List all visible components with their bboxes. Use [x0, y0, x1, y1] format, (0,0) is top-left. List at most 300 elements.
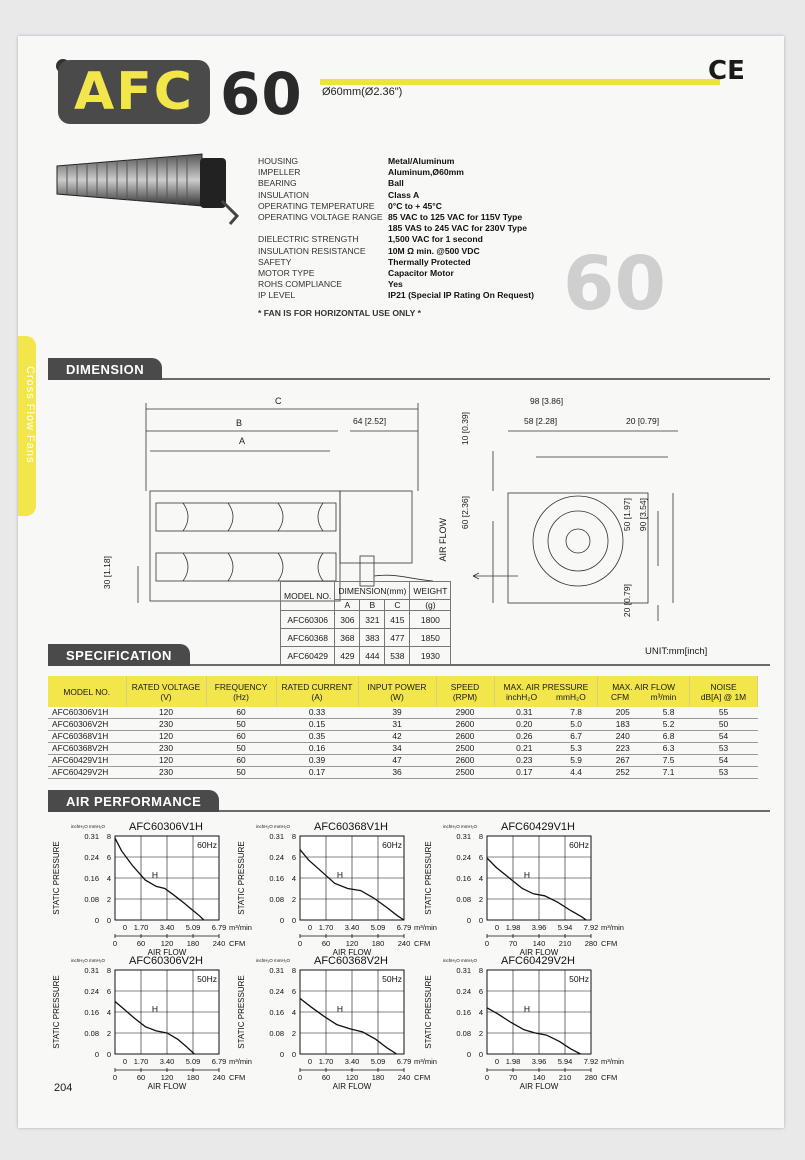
x-top-unit: m³/min — [229, 1057, 252, 1066]
spec-th: RATED VOLTAGE (V) — [126, 676, 206, 707]
spec-cell: 2900 — [436, 707, 494, 719]
spec-cell: 2600 — [436, 755, 494, 767]
chart-title: AFC60306V2H — [129, 955, 203, 967]
frequency-label: 50Hz — [197, 974, 217, 984]
spec-cell: 42 — [358, 731, 436, 743]
y-units: inchH₂O mmH₂O — [443, 958, 477, 963]
airflow-label: AIR FLOW — [438, 518, 448, 562]
y-tick-left: 0 — [279, 916, 284, 925]
x-tick-bottom: 210 — [558, 1073, 572, 1082]
dim-head-weight: WEIGHT — [410, 582, 451, 600]
spec-cell: 7.5 — [648, 755, 690, 767]
y-tick-left: 0 — [466, 1050, 471, 1059]
x-top-unit: m³/min — [414, 1057, 437, 1066]
y-tick-right: 8 — [478, 966, 483, 975]
dim-c: C — [275, 396, 282, 406]
y-tick-left: 0.08 — [456, 1029, 471, 1038]
spec-note: * FAN IS FOR HORIZONTAL USE ONLY * — [258, 308, 421, 318]
x-tick-top: 5.09 — [370, 923, 386, 932]
spec-cell: 50 — [690, 719, 758, 731]
spec-list — [258, 156, 534, 302]
spec-label: INSULATION RESISTANCE — [258, 245, 366, 256]
spec-value: 1,500 VAC for 1 second — [388, 234, 483, 245]
spec-label: BEARING — [258, 178, 297, 189]
spec-cell: 50 — [206, 743, 276, 755]
spec-value: Ball — [388, 178, 404, 189]
spec-cell: 120 — [126, 755, 206, 767]
air-performance-chart — [52, 821, 252, 957]
y-tick-right: 4 — [478, 1008, 483, 1017]
y-tick-right: 2 — [291, 895, 296, 904]
dim-cell: 321 — [360, 611, 385, 629]
y-tick-right: 0 — [106, 1050, 111, 1059]
x-tick-top: 1.70 — [318, 923, 334, 932]
spec-cell: 60 — [206, 731, 276, 743]
spec-cell: AFC60368V2H — [48, 743, 126, 755]
x-top-unit: m³/min — [414, 923, 437, 932]
y-tick-left: 0 — [279, 1050, 284, 1059]
y-axis-label: STATIC PRESSURE — [237, 975, 246, 1049]
spec-cell: 0.26 — [494, 731, 555, 743]
y-tick-right: 4 — [291, 1008, 296, 1017]
y-tick-right: 4 — [106, 874, 111, 883]
spec-th: INPUT POWER (W) — [358, 676, 436, 707]
spec-row — [258, 156, 534, 167]
x-tick-bottom: 0 — [484, 1073, 490, 1082]
dim-cell: 538 — [385, 647, 410, 665]
x-tick-top: 1.98 — [505, 1057, 521, 1066]
spec-cell: 6.8 — [648, 731, 690, 743]
x-tick-top: 3.40 — [344, 923, 360, 932]
y-units: inchH₂O mmH₂O — [256, 958, 290, 963]
y-tick-left: 0.31 — [84, 832, 99, 841]
curve-label: H — [151, 870, 159, 880]
y-tick-left: 0.08 — [84, 895, 99, 904]
air-performance-chart — [237, 955, 437, 1091]
spec-cell: 54 — [690, 755, 758, 767]
x-axis-label: AIR FLOW — [519, 948, 559, 957]
x-bottom-unit: CFM — [229, 939, 246, 948]
x-tick-bottom: 0 — [484, 939, 490, 948]
x-tick-bottom: 240 — [397, 939, 411, 948]
y-tick-right: 4 — [106, 1008, 111, 1017]
y-tick-left: 0.31 — [269, 966, 284, 975]
y-tick-left: 0.24 — [456, 987, 471, 996]
spec-cell: AFC60429V1H — [48, 755, 126, 767]
x-tick-bottom: 240 — [397, 1073, 411, 1082]
dim-head-dimension: DIMENSION(mm) — [335, 582, 410, 600]
x-axis-label: AIR FLOW — [332, 948, 372, 957]
spec-sub: CFM — [611, 691, 630, 702]
spec-cell: 223 — [598, 743, 648, 755]
y-tick-right: 0 — [478, 916, 483, 925]
spec-row — [258, 167, 534, 178]
catalog-page — [18, 36, 784, 1128]
y-tick-right: 2 — [291, 1029, 296, 1038]
spec-cell: 0.17 — [494, 767, 555, 779]
spec-row — [258, 290, 534, 301]
spec-cell: 7.8 — [555, 707, 598, 719]
y-tick-left: 0.16 — [84, 874, 99, 883]
y-tick-right: 0 — [478, 1050, 483, 1059]
y-tick-left: 0.24 — [84, 853, 99, 862]
y-tick-right: 8 — [106, 966, 111, 975]
spec-cell: 0.16 — [276, 743, 358, 755]
x-bottom-unit: CFM — [601, 1073, 618, 1082]
dim-cell: 415 — [385, 611, 410, 629]
y-tick-right: 2 — [478, 1029, 483, 1038]
curve-label: H — [523, 870, 531, 880]
dim-cell: 429 — [335, 647, 360, 665]
x-tick-bottom: 140 — [532, 1073, 546, 1082]
chart-title: AFC60368V2H — [314, 955, 388, 967]
x-tick-bottom: 280 — [584, 1073, 598, 1082]
spec-row — [258, 201, 534, 212]
spec-table-row — [48, 719, 758, 731]
curve-label: H — [523, 1004, 531, 1014]
spec-cell: 0.33 — [276, 707, 358, 719]
x-tick-bottom: 0 — [112, 939, 118, 948]
spec-value: 185 VAS to 245 VAC for 230V Type — [388, 223, 527, 234]
spec-value: IP21 (Special IP Rating On Request) — [388, 290, 534, 301]
ghost-watermark: 60 — [563, 241, 666, 327]
spec-cell: 120 — [126, 731, 206, 743]
spec-label: IMPELLER — [258, 167, 301, 178]
air-performance-title: AIR PERFORMANCE — [48, 790, 219, 812]
dim-64: 64 [2.52] — [353, 416, 387, 426]
y-tick-right: 0 — [291, 1050, 296, 1059]
curve-label: H — [336, 870, 344, 880]
x-tick-top: 7.92 — [583, 923, 599, 932]
specification-table — [48, 676, 758, 779]
spec-value: 85 VAC to 125 VAC for 115V Type — [388, 212, 523, 223]
spec-cell: 47 — [358, 755, 436, 767]
x-tick-top: 5.94 — [557, 1057, 573, 1066]
x-bottom-unit: CFM — [414, 1073, 431, 1082]
x-tick-top: 6.79 — [211, 923, 227, 932]
spec-sub: inchH₂O — [505, 691, 538, 702]
x-tick-bottom: 180 — [371, 1073, 385, 1082]
dim-cell: AFC60306 — [281, 611, 335, 629]
spec-table-row — [48, 755, 758, 767]
x-axis-label: AIR FLOW — [332, 1082, 372, 1091]
spec-label — [258, 223, 388, 234]
spec-cell: 230 — [126, 767, 206, 779]
x-tick-top: 5.94 — [557, 923, 573, 932]
spec-cell: 4.4 — [555, 767, 598, 779]
dim-cell: 383 — [360, 629, 385, 647]
dim-cell: 1800 — [410, 611, 451, 629]
x-tick-top-zero: 0 — [494, 923, 499, 932]
y-units: inchH₂O mmH₂O — [71, 824, 105, 829]
x-tick-bottom: 0 — [297, 939, 303, 948]
y-tick-right: 8 — [106, 832, 111, 841]
spec-th: FREQUENCY (Hz) — [206, 676, 276, 707]
spec-th-noise-title: NOISE — [710, 681, 737, 692]
x-tick-bottom: 280 — [584, 939, 598, 948]
x-tick-top: 3.40 — [159, 1057, 175, 1066]
x-axis-label: AIR FLOW — [147, 948, 187, 957]
y-tick-left: 0 — [94, 916, 99, 925]
x-tick-bottom: 60 — [321, 939, 331, 948]
y-tick-right: 0 — [291, 916, 296, 925]
spec-label: OPERATING VOLTAGE RANGE — [258, 212, 383, 223]
spec-sub: mmH₂O — [556, 691, 586, 702]
spec-value: Yes — [388, 279, 403, 290]
dim-cell: AFC60368 — [281, 629, 335, 647]
dim-head-c: C — [385, 600, 410, 611]
y-tick-left: 0.16 — [84, 1008, 99, 1017]
x-tick-top: 6.79 — [211, 1057, 227, 1066]
x-bottom-unit: CFM — [229, 1073, 246, 1082]
y-tick-right: 6 — [291, 987, 296, 996]
spec-th-flow — [598, 676, 690, 707]
y-axis-label: STATIC PRESSURE — [424, 975, 433, 1049]
spec-cell: 0.23 — [494, 755, 555, 767]
dim-20-bottom: 20 [0.79] — [622, 584, 632, 618]
x-tick-top: 5.09 — [370, 1057, 386, 1066]
x-tick-top: 5.09 — [185, 1057, 201, 1066]
spec-label: ROHS COMPLIANCE — [258, 279, 343, 290]
y-tick-left: 0 — [466, 916, 471, 925]
dim-cell: 368 — [335, 629, 360, 647]
x-top-unit: m³/min — [229, 923, 252, 932]
spec-value: 10M Ω min. @500 VDC — [388, 245, 480, 256]
y-tick-right: 8 — [291, 832, 296, 841]
dim-head-g: (g) — [410, 600, 451, 611]
dim-row — [281, 611, 451, 629]
x-bottom-unit: CFM — [601, 939, 618, 948]
y-tick-left: 0.24 — [269, 853, 284, 862]
dim-head-b: B — [360, 600, 385, 611]
spec-cell: 252 — [598, 767, 648, 779]
y-tick-right: 6 — [291, 853, 296, 862]
y-tick-right: 6 — [478, 987, 483, 996]
spec-label: IP LEVEL — [258, 290, 296, 301]
section-rule — [219, 810, 770, 812]
brand-logo: AFC — [58, 60, 210, 124]
x-tick-bottom: 60 — [136, 1073, 146, 1082]
spec-cell: 6.3 — [648, 743, 690, 755]
y-axis-label: STATIC PRESSURE — [52, 841, 61, 915]
y-tick-left: 0 — [94, 1050, 99, 1059]
y-tick-left: 0.08 — [456, 895, 471, 904]
spec-cell: 36 — [358, 767, 436, 779]
spec-row — [258, 279, 534, 290]
spec-cell: 7.1 — [648, 767, 690, 779]
chart-title: AFC60429V2H — [501, 955, 575, 967]
y-tick-right: 4 — [291, 874, 296, 883]
x-tick-top: 3.40 — [159, 923, 175, 932]
chart-title: AFC60306V1H — [129, 821, 203, 833]
y-tick-left: 0.08 — [84, 1029, 99, 1038]
y-tick-right: 2 — [106, 895, 111, 904]
y-tick-right: 6 — [106, 853, 111, 862]
spec-cell: AFC60306V1H — [48, 707, 126, 719]
y-tick-left: 0.16 — [456, 1008, 471, 1017]
spec-cell: 0.15 — [276, 719, 358, 731]
spec-cell: 60 — [206, 755, 276, 767]
dim-a: A — [239, 436, 246, 446]
y-units: inchH₂O mmH₂O — [71, 958, 105, 963]
x-tick-bottom: 180 — [186, 1073, 200, 1082]
x-tick-bottom: 180 — [371, 939, 385, 948]
y-tick-right: 6 — [478, 853, 483, 862]
spec-row — [258, 190, 534, 201]
x-tick-top-zero: 0 — [307, 923, 312, 932]
side-tab-label: Cross Flow Fans — [24, 366, 36, 464]
y-tick-left: 0.08 — [269, 895, 284, 904]
spec-sub: dB[A] @ 1M — [700, 691, 747, 702]
spec-cell: 54 — [690, 731, 758, 743]
spec-cell: 55 — [690, 707, 758, 719]
spec-label: MOTOR TYPE — [258, 268, 315, 279]
y-tick-left: 0.31 — [456, 966, 471, 975]
spec-cell: 120 — [126, 707, 206, 719]
spec-cell: 34 — [358, 743, 436, 755]
spec-sub: m³/min — [650, 691, 677, 702]
x-tick-top: 6.79 — [396, 1057, 412, 1066]
y-tick-left: 0.16 — [456, 874, 471, 883]
spec-th: MODEL NO. — [48, 676, 126, 707]
x-tick-top: 7.92 — [583, 1057, 599, 1066]
y-axis-label: STATIC PRESSURE — [424, 841, 433, 915]
y-units: inchH₂O mmH₂O — [256, 824, 290, 829]
spec-label: DIELECTRIC STRENGTH — [258, 234, 359, 245]
curve-label: H — [336, 1004, 344, 1014]
dimension-header — [48, 358, 770, 380]
spec-cell: 0.31 — [494, 707, 555, 719]
spec-cell: 205 — [598, 707, 648, 719]
y-tick-left: 0.16 — [269, 874, 284, 883]
spec-label: SAFETY — [258, 256, 292, 267]
spec-cell: 53 — [690, 767, 758, 779]
dim-10: 10 [0.39] — [460, 412, 470, 446]
spec-row — [258, 212, 534, 223]
x-tick-bottom: 0 — [112, 1073, 118, 1082]
dim-cell: AFC60429 — [281, 647, 335, 665]
air-performance-chart — [237, 821, 437, 957]
x-tick-top: 3.40 — [344, 1057, 360, 1066]
x-tick-bottom: 70 — [508, 1073, 518, 1082]
spec-table-row — [48, 767, 758, 779]
dim-cell: 444 — [360, 647, 385, 665]
y-tick-right: 0 — [106, 916, 111, 925]
frequency-label: 60Hz — [382, 840, 402, 850]
product-photo — [52, 146, 252, 236]
dim-30: 30 [1.18] — [102, 556, 112, 590]
dim-60: 60 [2.36] — [460, 496, 470, 530]
x-tick-top: 1.70 — [318, 1057, 334, 1066]
section-rule — [190, 664, 770, 666]
spec-cell: 240 — [598, 731, 648, 743]
spec-cell: 0.39 — [276, 755, 358, 767]
y-tick-right: 2 — [106, 1029, 111, 1038]
spec-cell: 5.3 — [555, 743, 598, 755]
model-number: 60 — [220, 60, 303, 128]
x-tick-top-zero: 0 — [122, 1057, 127, 1066]
spec-cell: 2600 — [436, 719, 494, 731]
spec-table-row — [48, 743, 758, 755]
x-tick-bottom: 60 — [321, 1073, 331, 1082]
dim-head-model: MODEL NO. — [281, 582, 335, 611]
dim-cell: 477 — [385, 629, 410, 647]
x-tick-top-zero: 0 — [307, 1057, 312, 1066]
dim-98: 98 [3.86] — [530, 396, 564, 406]
spec-value: Class A — [388, 189, 420, 200]
spec-label: HOUSING — [258, 156, 299, 166]
dim-20-top: 20 [0.79] — [626, 416, 660, 426]
dimension-title: DIMENSION — [48, 358, 162, 380]
spec-th-pressure-title: MAX. AIR PRESSURE — [503, 681, 589, 692]
spec-th-flow-title: MAX. AIR FLOW — [612, 681, 676, 692]
x-tick-bottom: 120 — [345, 939, 359, 948]
spec-th: SPEED (RPM) — [436, 676, 494, 707]
y-tick-left: 0.31 — [456, 832, 471, 841]
x-top-unit: m³/min — [601, 923, 624, 932]
x-tick-bottom: 120 — [160, 1073, 174, 1082]
y-tick-right: 2 — [478, 895, 483, 904]
page-number: 204 — [54, 1082, 73, 1094]
x-tick-top: 1.70 — [133, 923, 149, 932]
spec-cell: 5.9 — [555, 755, 598, 767]
air-performance-chart — [424, 955, 624, 1091]
x-tick-bottom: 60 — [136, 939, 146, 948]
spec-cell: 230 — [126, 719, 206, 731]
spec-cell: 230 — [126, 743, 206, 755]
spec-table-header — [48, 676, 758, 707]
x-tick-top: 6.79 — [396, 923, 412, 932]
title-rule — [320, 79, 720, 85]
x-tick-top: 5.09 — [185, 923, 201, 932]
unit-note: UNIT:mm[inch] — [645, 646, 708, 657]
x-tick-bottom: 210 — [558, 939, 572, 948]
spec-cell: 60 — [206, 707, 276, 719]
x-axis-label: AIR FLOW — [147, 1082, 187, 1091]
frequency-label: 60Hz — [569, 840, 589, 850]
chart-title: AFC60429V1H — [501, 821, 575, 833]
x-tick-bottom: 120 — [345, 1073, 359, 1082]
spec-cell: 0.35 — [276, 731, 358, 743]
spec-cell: 50 — [206, 719, 276, 731]
x-tick-top: 1.70 — [133, 1057, 149, 1066]
x-tick-bottom: 70 — [508, 939, 518, 948]
spec-cell: 5.8 — [648, 707, 690, 719]
spec-row — [258, 223, 534, 234]
spec-th-pressure — [494, 676, 598, 707]
spec-row — [258, 246, 534, 257]
spec-table-row — [48, 707, 758, 719]
spec-cell: 53 — [690, 743, 758, 755]
air-performance-chart — [424, 821, 624, 957]
frequency-label: 50Hz — [569, 974, 589, 984]
spec-cell: 267 — [598, 755, 648, 767]
spec-cell: 0.20 — [494, 719, 555, 731]
spec-cell: 2500 — [436, 743, 494, 755]
spec-value: Metal/Aluminum — [388, 156, 455, 166]
spec-row — [258, 178, 534, 189]
x-bottom-unit: CFM — [414, 939, 431, 948]
spec-cell: 2500 — [436, 767, 494, 779]
y-tick-left: 0.24 — [269, 987, 284, 996]
x-tick-bottom: 0 — [297, 1073, 303, 1082]
x-tick-bottom: 240 — [212, 1073, 226, 1082]
spec-value: Capacitor Motor — [388, 268, 454, 279]
y-tick-left: 0.16 — [269, 1008, 284, 1017]
spec-cell: 183 — [598, 719, 648, 731]
spec-cell: AFC60306V2H — [48, 719, 126, 731]
dim-b: B — [236, 418, 243, 428]
